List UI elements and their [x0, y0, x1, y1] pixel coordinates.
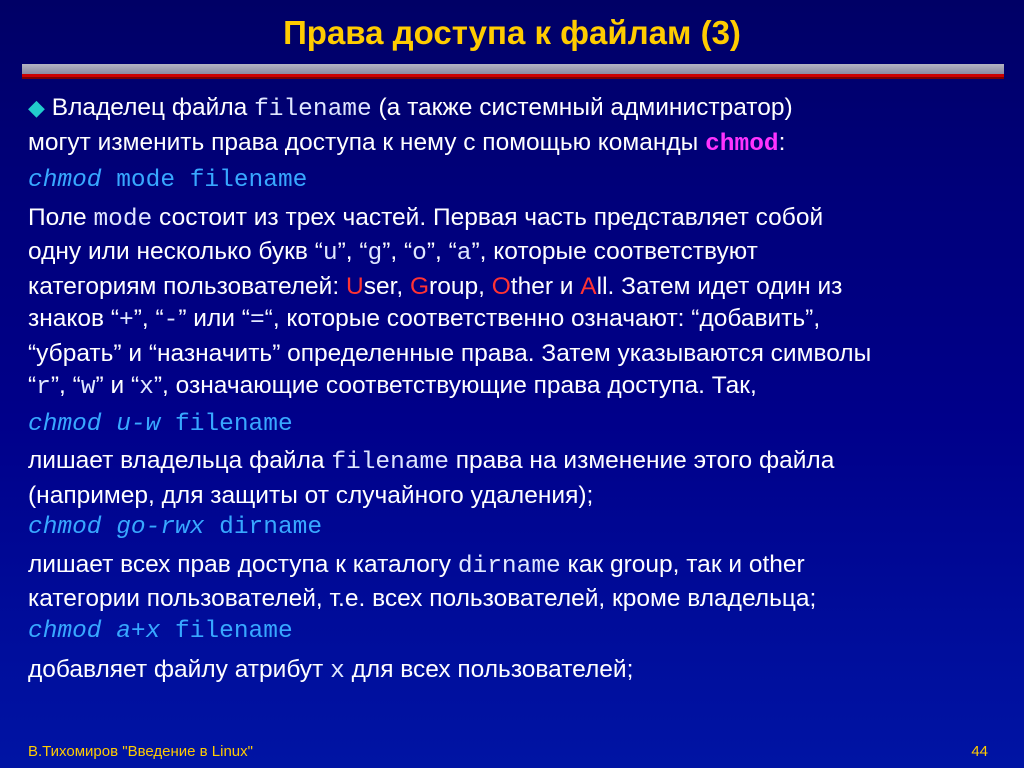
footer-author: В.Тихомиров "Введение в Linux"	[28, 743, 253, 760]
filename-term: filename	[331, 449, 449, 476]
code-example-2: chmod u-w filename	[28, 410, 293, 438]
mode-para-line-4: знаков “+”, “-” или “=“, которые соответственно означают: “добавить”,	[28, 305, 821, 334]
para2-line-2: (например, для защиты от случайного удаления);	[28, 481, 594, 509]
title-divider	[22, 64, 1004, 74]
intro-line-1: ◆ Владелец файла filename (а также системный администратор)	[28, 94, 793, 123]
x-attribute-term: x	[330, 658, 345, 685]
para2-line-1: лишает владельца файла filename права на изменение этого файла	[28, 447, 835, 476]
mode-para-line-3: категориям пользователей: User, Group, Other и All. Затем идет один из	[28, 272, 843, 300]
diamond-bullet-icon: ◆	[28, 95, 45, 120]
mode-para-line-2: одну или несколько букв “u”, “g”, “o”, “a”, которые соответствуют	[28, 238, 758, 267]
para4-line-1: добавляет файлу атрибут x для всех пользователей;	[28, 656, 634, 685]
chmod-command-highlight: chmod	[705, 130, 779, 158]
filename-term: filename	[254, 96, 372, 123]
slide-content	[28, 92, 988, 689]
code-example-3: chmod go-rwx dirname	[28, 514, 323, 541]
code-example-4: chmod a+x filename	[28, 617, 293, 645]
code-example-1: chmod mode filename	[28, 167, 308, 194]
mode-para-line-1: Поле mode состоит из трех частей. Первая часть представляет собой	[28, 203, 824, 233]
slide-title: Права доступа к файлам (3)	[283, 14, 741, 51]
footer-page-number: 44	[971, 743, 988, 760]
para3-line-2: категории пользователей, т.е. всех пользователей, кроме владельца;	[28, 585, 817, 612]
para3-line-1: лишает всех прав доступа к каталогу dirname как group, так и other	[28, 550, 805, 580]
mode-para-line-6: “r”, “w” и “x”, означающие соответствующие права доступа. Так,	[28, 372, 757, 401]
mode-para-line-5: “убрать” и “назначить” определенные права. Затем указываются символы	[28, 339, 872, 367]
intro-line-2: могут изменить права доступа к нему с помощью команды chmod:	[28, 128, 786, 158]
dirname-term: dirname	[457, 552, 561, 580]
mode-term: mode	[93, 205, 153, 233]
